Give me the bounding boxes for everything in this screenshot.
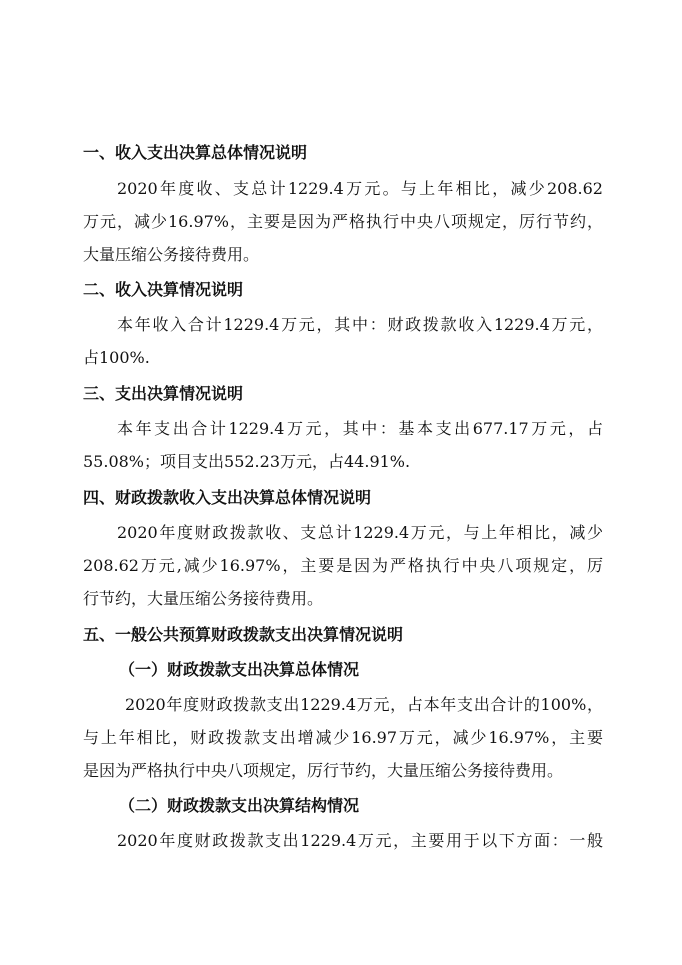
paragraph-line: 2020年度财政拨款收、支总计1229.4万元，与上年相比，减少 <box>117 523 603 542</box>
section-heading-3: 三、支出决算情况说明 <box>83 384 244 403</box>
paragraph-line: 208.62万元,减少16.97%，主要是因为严格执行中央八项规定，厉 <box>83 556 603 575</box>
subsection-heading-1: （一）财政拨款支出决算总体情况 <box>119 660 360 679</box>
paragraph-line: 行节约，大量压缩公务接待费用。 <box>83 589 324 608</box>
paragraph-line: 2020年度财政拨款支出1229.4万元，占本年支出合计的100%， <box>125 695 603 714</box>
paragraph-line: 55.08%；项目支出552.23万元，占44.91%. <box>83 452 411 471</box>
paragraph-line: 与上年相比，财政拨款支出增减少16.97万元，减少16.97%，主要 <box>83 728 603 747</box>
paragraph-line: 2020年度财政拨款支出1229.4万元，主要用于以下方面：一般 <box>117 831 603 850</box>
paragraph-line: 2020年度收、支总计1229.4万元。与上年相比，减少208.62 <box>117 179 603 198</box>
paragraph-line: 是因为严格执行中央八项规定，厉行节约，大量压缩公务接待费用。 <box>83 761 564 780</box>
paragraph-line: 大量压缩公务接待费用。 <box>83 245 260 264</box>
subsection-heading-2: （二）财政拨款支出决算结构情况 <box>119 796 360 815</box>
section-heading-5: 五、一般公共预算财政拨款支出决算情况说明 <box>83 625 404 644</box>
section-heading-1: 一、收入支出决算总体情况说明 <box>83 143 308 162</box>
section-heading-2: 二、收入决算情况说明 <box>83 280 244 299</box>
paragraph-line: 占100%. <box>83 348 150 367</box>
paragraph-line: 万元，减少16.97%，主要是因为严格执行中央八项规定，厉行节约， <box>83 212 603 231</box>
section-heading-4: 四、财政拨款收入支出决算总体情况说明 <box>83 488 372 507</box>
paragraph-line: 本年支出合计1229.4万元，其中：基本支出677.17万元，占 <box>117 419 603 438</box>
paragraph-line: 本年收入合计1229.4万元，其中：财政拨款收入1229.4万元， <box>117 315 603 334</box>
